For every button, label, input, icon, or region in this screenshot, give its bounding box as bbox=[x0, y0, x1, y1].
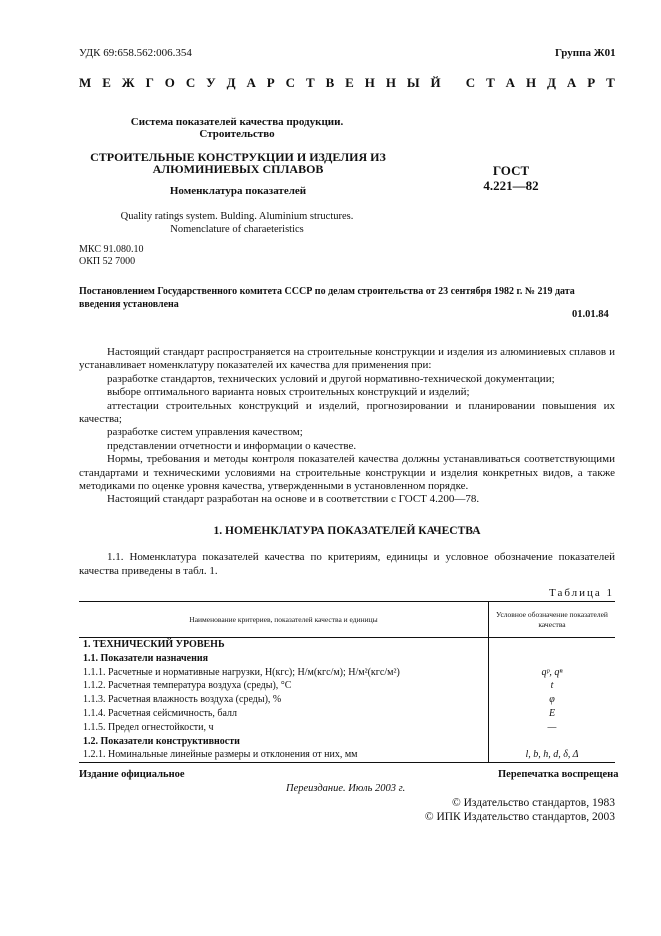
indicator-name: 1.1. Показатели назначения bbox=[79, 652, 489, 666]
indicator-symbol: t bbox=[550, 680, 554, 692]
section-paragraph: 1.1. Номенклатура показателей качества по критериям, единицы и условное обозначение показателей качества приведены в табл. 1. bbox=[79, 551, 615, 577]
classification-codes bbox=[79, 244, 143, 268]
table-row bbox=[79, 707, 615, 721]
copyright-line: © Издательство стандартов, 1983 bbox=[451, 797, 615, 809]
heading-letter: Е bbox=[102, 75, 111, 90]
paragraph: Настоящий стандарт разработан на основе и в соответствии с ГОСТ 4.200—78. bbox=[107, 493, 480, 506]
heading-letter: Ж bbox=[121, 75, 135, 90]
table-row bbox=[79, 721, 615, 735]
column-header-name: Наименование критериев, показателей качества и единицы bbox=[79, 602, 489, 637]
heading-letter: Н bbox=[385, 75, 396, 90]
heading-letter: Г bbox=[145, 75, 154, 90]
okp-code: ОКП 52 7000 bbox=[79, 256, 136, 267]
heading-letter: Д bbox=[547, 75, 556, 90]
gost-label: ГОСТ bbox=[492, 163, 530, 178]
list-item: разработке систем управления качеством; bbox=[107, 426, 303, 439]
table-row bbox=[79, 748, 615, 762]
copyright-line: © ИПК Издательство стандартов, 2003 bbox=[424, 811, 615, 823]
system-title: Система показателей качества продукции. Строительство bbox=[130, 116, 344, 140]
indicators-table bbox=[79, 601, 615, 763]
copyright bbox=[400, 796, 615, 824]
list-item: аттестации строительных конструкций и изделий, прогнозировании и планировании повышения их качества; bbox=[79, 399, 615, 426]
table-row bbox=[79, 693, 615, 707]
table-row bbox=[79, 666, 615, 680]
list-item: представлении отчетности и информации о качестве. bbox=[107, 439, 357, 452]
table-header bbox=[79, 602, 615, 638]
heading-letter: Р bbox=[587, 75, 596, 90]
heading-letter: Р bbox=[266, 75, 275, 90]
heading-letter: С bbox=[185, 75, 196, 90]
official-edition: Издание официальное bbox=[79, 769, 185, 780]
indicator-name: 1. ТЕХНИЧЕСКИЙ УРОВЕНЬ bbox=[79, 638, 489, 652]
list-item: выборе оптимального варианта новых строительных конструкций и изделий; bbox=[107, 386, 470, 399]
indicator-symbol: E bbox=[548, 707, 556, 719]
document-subtitle: Номенклатура показателей bbox=[169, 185, 307, 197]
heading-letter: Ы bbox=[406, 75, 420, 90]
heading-letter: А bbox=[566, 75, 577, 90]
indicator-symbol bbox=[489, 652, 615, 666]
table-caption: Таблица 1 bbox=[549, 587, 615, 599]
section-heading: 1. НОМЕНКЛАТУРА ПОКАЗАТЕЛЕЙ КАЧЕСТВА bbox=[213, 525, 481, 537]
heading-letter: Т bbox=[305, 75, 315, 90]
heading-letter: А bbox=[246, 75, 256, 90]
heading-letter: Т bbox=[606, 75, 615, 90]
heading-letter: Н bbox=[525, 75, 537, 90]
heading-letter: У bbox=[206, 75, 216, 90]
english-title: Quality ratings system. Bulding. Aluminium structures. Nomenclature of charaeteristics bbox=[120, 211, 354, 235]
indicator-name: 1.1.2. Расчетная температура воздуха (среды), °С bbox=[79, 679, 489, 693]
heading-letter: С bbox=[285, 75, 296, 90]
heading-letter: Н bbox=[364, 75, 375, 90]
indicator-symbol: φ bbox=[549, 694, 555, 706]
heading-letter: М bbox=[79, 75, 92, 90]
paragraph: Нормы, требования и методы контроля показателей качества должны устанавливаться соответствующими стандартами и техническими условиями на строительные конструкции и изделия конкретных видов, а также методиками по оценке уровня качества, утвержденными в установленном порядке. bbox=[79, 453, 615, 493]
mks-code: МКС 91.080.10 bbox=[79, 244, 144, 255]
list-item: разработке стандартов, технических условий и другой нормативно-технической документации; bbox=[107, 372, 555, 385]
heading-letter: Й bbox=[430, 75, 441, 90]
indicator-name: 1.1.3. Расчетная влажность воздуха (среды), % bbox=[79, 693, 489, 707]
indicator-symbol bbox=[489, 638, 615, 652]
table-row bbox=[79, 652, 615, 666]
indicator-name: 1.1.1. Расчетные и нормативные нагрузки, Н(кгс); Н/м(кгс/м); Н/м²(кгс/м²) bbox=[79, 666, 489, 680]
table-row bbox=[79, 638, 615, 652]
heading-letter: С bbox=[465, 75, 476, 90]
table-row bbox=[79, 679, 615, 693]
udk-code: УДК 69:658.562:006.354 bbox=[79, 47, 192, 59]
indicator-name: 1.2. Показатели конструктивности bbox=[79, 735, 489, 749]
decree-text: Постановлением Государственного комитета СССР по делам строительства от 23 сентября 1982 г. № 219 дата введения установлена bbox=[79, 286, 575, 310]
heading-letter: Т bbox=[486, 75, 495, 90]
indicator-name: 1.1.5. Предел огнестойкости, ч bbox=[79, 721, 489, 735]
table-row bbox=[79, 735, 615, 749]
reissue-note: Переиздание. Июль 2003 г. bbox=[286, 783, 406, 794]
heading-letter: В bbox=[325, 75, 335, 90]
indicator-symbol bbox=[489, 735, 615, 749]
table-body bbox=[79, 638, 615, 762]
indicator-symbol: l, b, h, d, δ, Δ bbox=[525, 749, 579, 761]
introduction-date: 01.01.84 bbox=[572, 309, 609, 320]
heading-letter bbox=[452, 75, 455, 91]
heading-letter: Е bbox=[345, 75, 354, 90]
indicator-symbol: — bbox=[547, 721, 557, 733]
paragraph: Настоящий стандарт распространяется на строительные конструкции и изделия из алюминиевых сплавов и устанавливает номенклатуру показателей их качества для применения при: bbox=[79, 346, 615, 372]
column-header-symbol: Условное обозначение показателей качества bbox=[496, 609, 608, 629]
reprint-notice: Перепечатка воспрещена bbox=[498, 769, 619, 780]
indicator-symbol: qᵖ, qⁿ bbox=[541, 666, 563, 678]
gost-code: 4.221—82 bbox=[483, 178, 539, 193]
group-code: Группа Ж01 bbox=[555, 47, 616, 59]
gost-number bbox=[480, 163, 542, 193]
interstate-standard-heading bbox=[79, 75, 615, 91]
heading-letter: О bbox=[164, 75, 175, 90]
indicator-name: 1.1.4. Расчетная сейсмичность, балл bbox=[79, 707, 489, 721]
heading-letter: А bbox=[505, 75, 516, 90]
body-text bbox=[79, 346, 615, 507]
heading-letter: Д bbox=[226, 75, 236, 90]
indicator-name: 1.2.1. Номинальные линейные размеры и отклонения от них, мм bbox=[79, 748, 489, 762]
document-title: СТРОИТЕЛЬНЫЕ КОНСТРУКЦИИ И ИЗДЕЛИЯ ИЗ АЛЮМИНИЕВЫХ СПЛАВОВ bbox=[90, 150, 386, 176]
